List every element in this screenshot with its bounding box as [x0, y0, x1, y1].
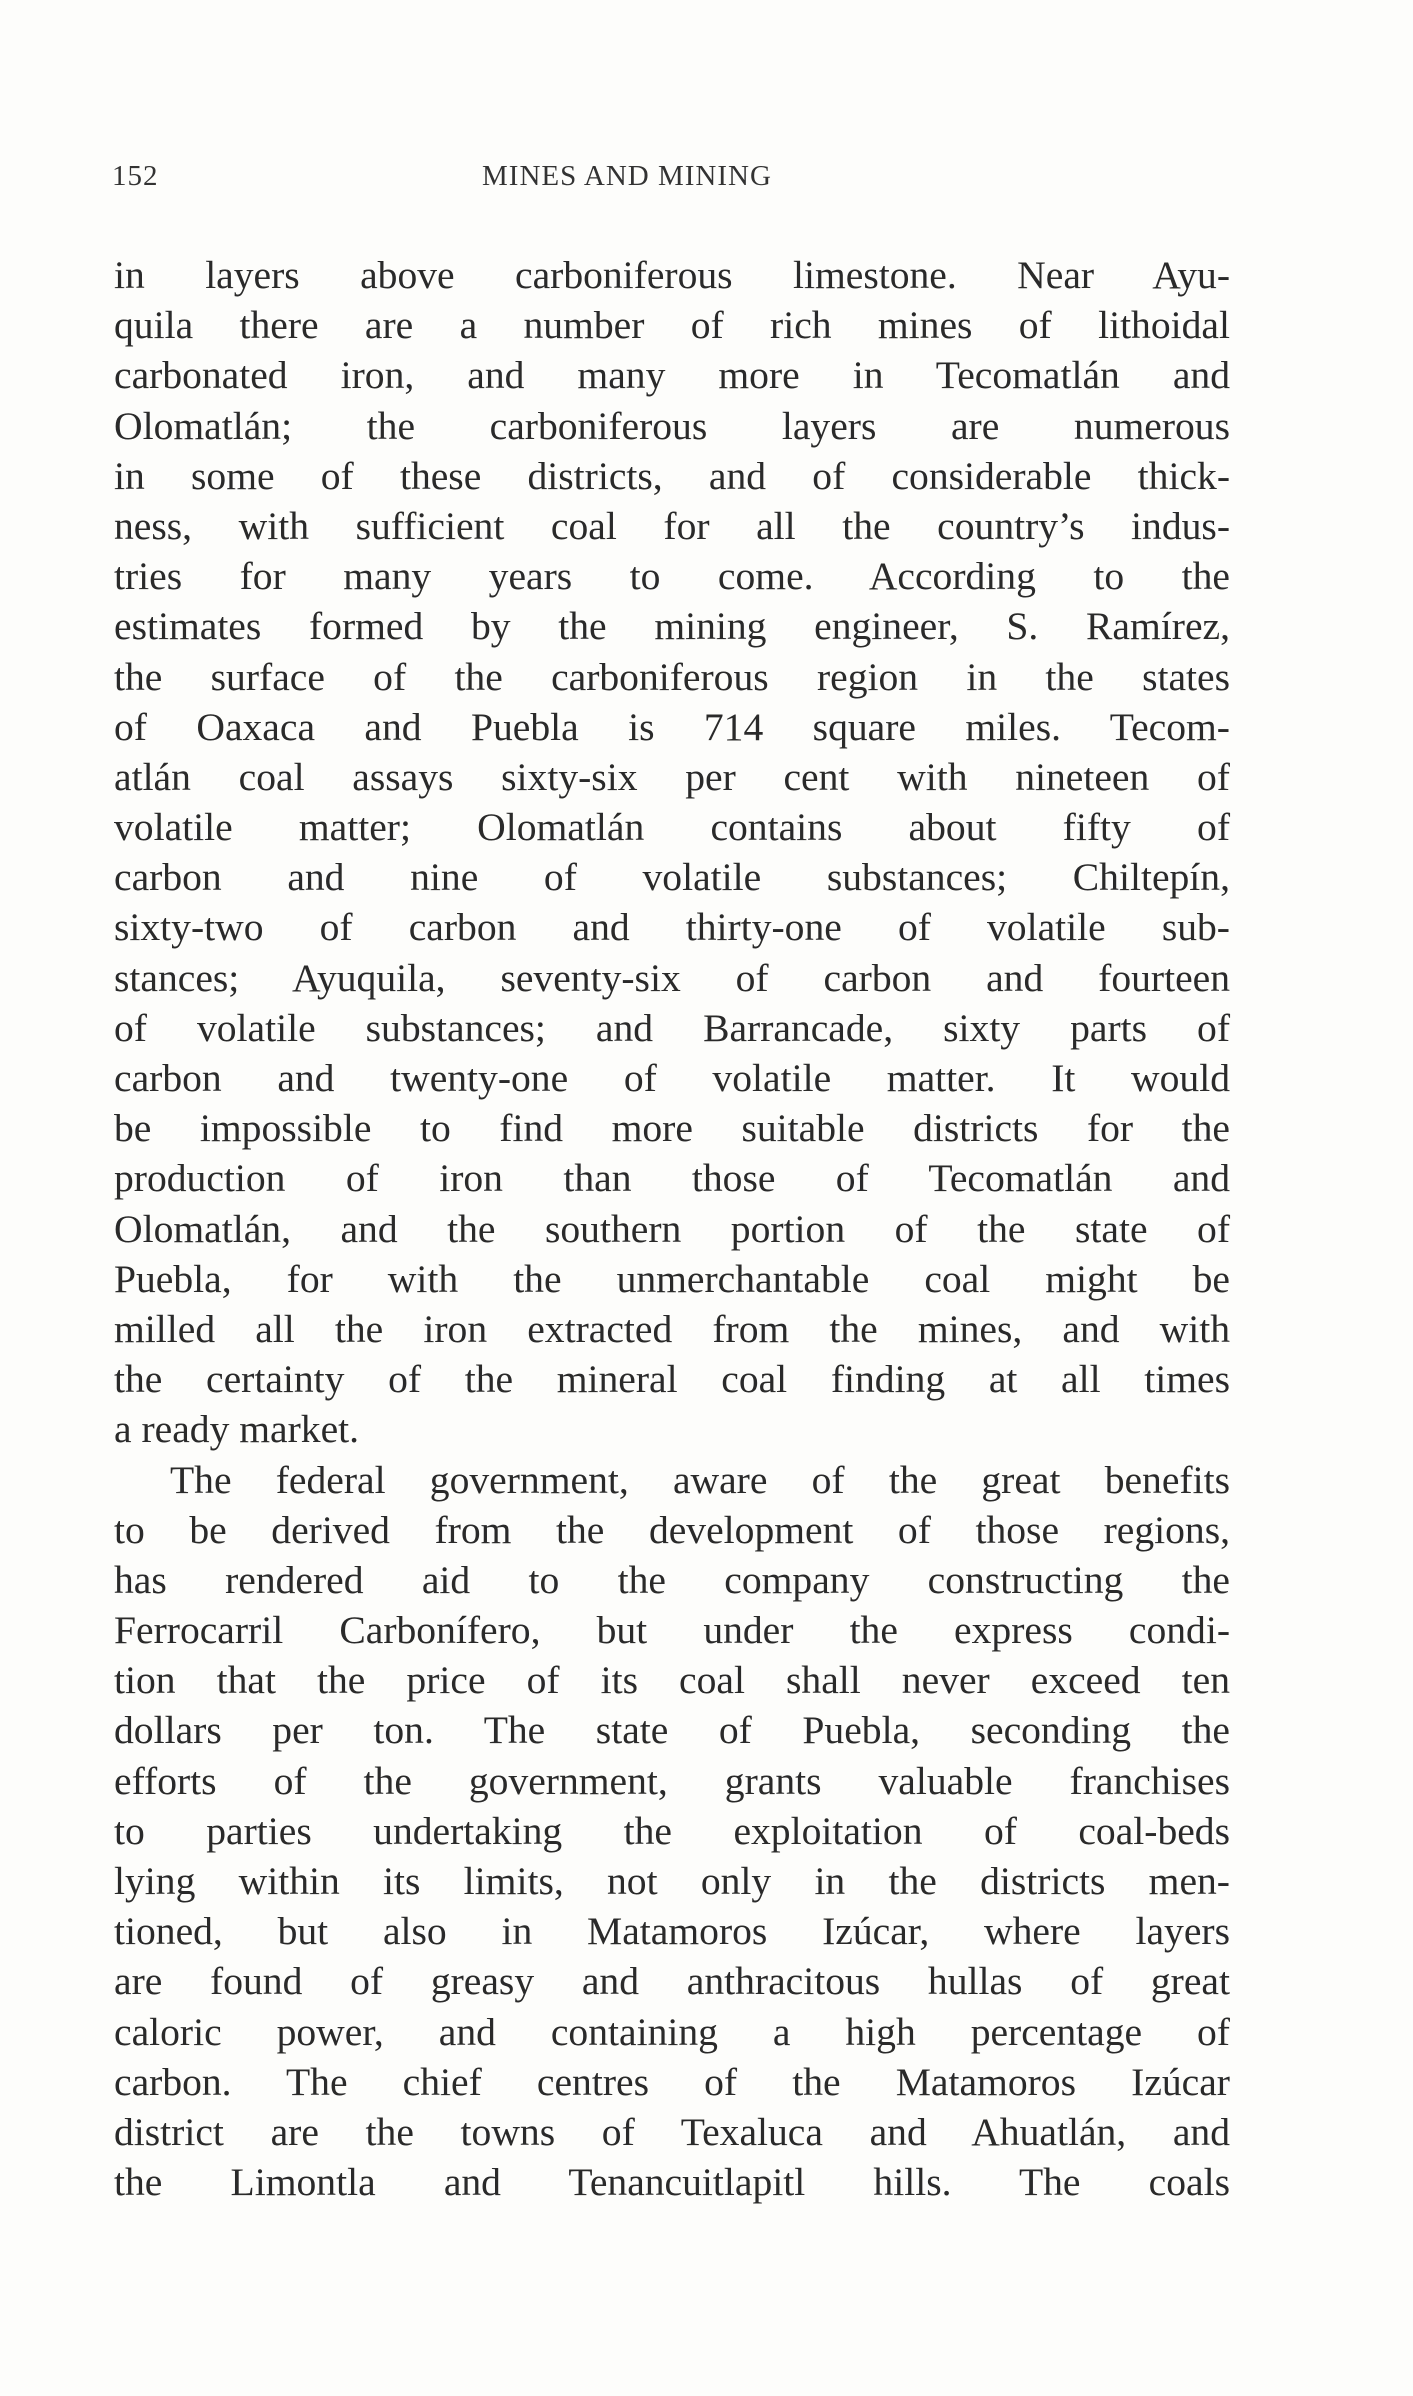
text-line: to parties undertaking the exploitation of coal-beds — [114, 1808, 1230, 1853]
text-line: a ready market. — [114, 1407, 360, 1452]
text-line: production of iron than those of Tecomatlán and — [114, 1156, 1230, 1201]
text-line: dollars per ton. The state of Puebla, seconding the — [114, 1708, 1230, 1753]
text-line: Ferrocarril Carbonífero, but under the express condi- — [114, 1608, 1230, 1653]
text-line: carbonated iron, and many more in Tecomatlán and — [114, 353, 1230, 398]
text-line: stances; Ayuquila, seventy-six of carbon and fourteen — [114, 955, 1230, 1000]
text-line: of volatile substances; and Barrancade, sixty parts of — [114, 1005, 1230, 1050]
text-line: volatile matter; Olomatlán contains about fifty of — [114, 805, 1230, 850]
running-head — [112, 160, 1232, 204]
text-line: the surface of the carboniferous region in the states — [114, 654, 1230, 699]
text-line: The federal government, aware of the great benefits — [170, 1457, 1230, 1502]
text-line: tries for many years to come. According to the — [114, 554, 1230, 599]
text-line: to be derived from the development of those regions, — [114, 1507, 1230, 1552]
text-line: Olomatlán, and the southern portion of the state of — [114, 1206, 1230, 1251]
text-line: the Limontla and Tenancuitlapitl hills. The coals — [114, 2160, 1230, 2205]
text-line: Olomatlán; the carboniferous layers are numerous — [114, 403, 1230, 448]
text-line: carbon and twenty-one of volatile matter. It would — [114, 1056, 1230, 1100]
text-line: tion that the price of its coal shall never exceed ten — [114, 1658, 1230, 1703]
text-line: the certainty of the mineral coal finding at all times — [114, 1357, 1230, 1402]
running-title: MINES AND MINING — [482, 160, 772, 192]
text-line: efforts of the government, grants valuable franchises — [114, 1758, 1230, 1803]
text-line: quila there are a number of rich mines of lithoidal — [114, 303, 1230, 348]
text-line: estimates formed by the mining engineer, S. Ramírez, — [114, 604, 1230, 649]
text-line: carbon. The chief centres of the Matamoros Izúcar — [114, 2059, 1230, 2104]
text-line: district are the towns of Texaluca and Ahuatlán, and — [114, 2109, 1230, 2154]
text-line: lying within its limits, not only in the districts men- — [114, 1859, 1230, 1903]
text-line: atlán coal assays sixty-six per cent with nineteen of — [114, 754, 1230, 799]
text-line: tioned, but also in Matamoros Izúcar, where layers — [114, 1909, 1230, 1954]
text-line: has rendered aid to the company constructing the — [114, 1557, 1230, 1602]
text-line: ness, with sufficient coal for all the country’s indus- — [114, 503, 1230, 548]
text-line: sixty-two of carbon and thirty-one of volatile sub- — [114, 905, 1230, 950]
text-line: be impossible to find more suitable districts for the — [114, 1106, 1230, 1151]
text-line: in layers above carboniferous limestone. Near Ayu- — [114, 253, 1230, 297]
paragraph-2 — [114, 1455, 1230, 2208]
text-line: carbon and nine of volatile substances; Chiltepín, — [114, 855, 1230, 900]
paragraph-1 — [114, 250, 1230, 1455]
text-line: of Oaxaca and Puebla is 714 square miles. Tecom- — [114, 704, 1230, 749]
body-text — [114, 250, 1230, 2207]
text-line: in some of these districts, and of considerable thick- — [114, 453, 1230, 498]
text-line: caloric power, and containing a high percentage of — [114, 2009, 1230, 2054]
text-line: Puebla, for with the unmerchantable coal might be — [114, 1256, 1230, 1301]
text-line: milled all the iron extracted from the mines, and with — [114, 1306, 1230, 1351]
page-number: 152 — [112, 160, 159, 192]
text-line: are found of greasy and anthracitous hullas of great — [114, 1959, 1230, 2004]
